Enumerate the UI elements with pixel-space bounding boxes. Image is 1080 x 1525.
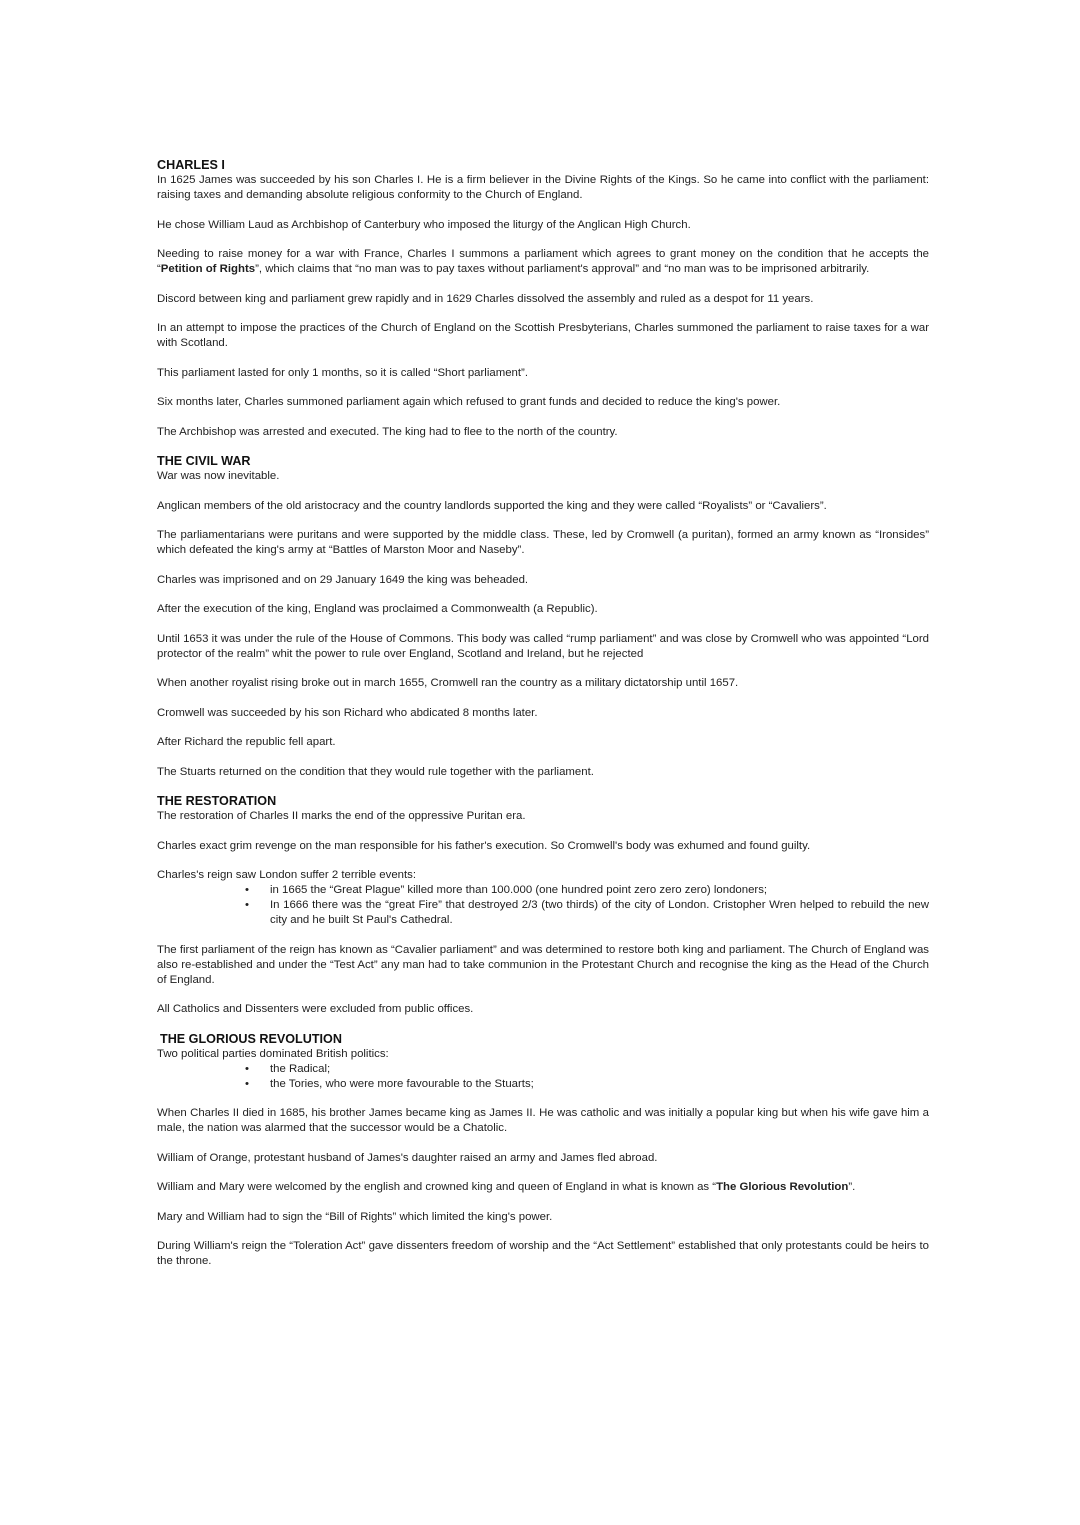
list-item: • in 1665 the “Great Plague” killed more than 100.000 (one hundred point zero zero zero) londoners;	[245, 883, 929, 898]
bold-term: Petition of Rights	[160, 263, 256, 275]
text-run: ”, which claims that “no man was to pay taxes without parliament's approval” and “no man was to be imprisoned arbitrarily.	[255, 263, 870, 275]
paragraph: When another royalist rising broke out in march 1655, Cromwell ran the country as a military dictatorship until 1657.	[157, 677, 739, 689]
bullet-list	[157, 883, 929, 928]
paragraph: During William's reign the “Toleration Act” gave dissenters freedom of worship and the “Act Settlement” established that only protestants could be heirs to the throne.	[157, 1240, 929, 1267]
paragraph: After Richard the republic fell apart.	[157, 736, 336, 748]
paragraph: War was now inevitable.	[157, 470, 280, 482]
paragraph: In 1625 James was succeeded by his son Charles I. He is a firm believer in the Divine Rights of the Kings. So he came into conflict with the parliament: raising taxes and demanding absolute religious conformity to the Church of England.	[157, 174, 929, 201]
paragraph: Until 1653 it was under the rule of the House of Commons. This body was called “rump parliament” and was close by Cromwell who was appointed “Lord protector of the realm” whit the power to rule over England, Scotland and Ireland, but he rejected	[157, 632, 929, 660]
section-restoration	[157, 794, 929, 1017]
paragraph: The Stuarts returned on the condition that they would rule together with the parliament.	[157, 765, 594, 778]
section-glorious-revolution	[157, 1032, 929, 1270]
text-run: Needing to raise money for a war with France, Charles I summons a parliament which agrees to grant money on the condition that he accepts the “	[157, 248, 929, 275]
paragraph: Discord between king and parliament grew rapidly and in 1629 Charles dissolved the assembly and ruled as a despot for 11 years.	[157, 292, 814, 305]
paragraph: This parliament lasted for only 1 months, so it is called “Short parliament”.	[157, 366, 528, 379]
paragraph	[157, 1180, 929, 1195]
paragraph: Cromwell was succeeded by his son Richard who abdicated 8 months later.	[157, 706, 538, 719]
paragraph: He chose William Laud as Archbishop of Canterbury who imposed the liturgy of the Anglican High Church.	[157, 218, 691, 231]
paragraph: Charles exact grim revenge on the man responsible for his father's execution. So Cromwell's body was exhumed and found guilty.	[157, 839, 811, 852]
paragraph: The parliamentarians were puritans and were supported by the middle class. These, led by Cromwell (a puritan), formed an army known as “Ironsides” which defeated the king's army at “Battles of Marston Moor and Naseby”.	[157, 529, 929, 556]
paragraph: Charles was imprisoned and on 29 January 1649 the king was beheaded.	[157, 573, 529, 586]
paragraph: Mary and William had to sign the “Bill of Rights” which limited the king's power.	[157, 1210, 553, 1223]
paragraph: When Charles II died in 1685, his brother James became king as James II. He was catholic and was initially a popular king but when his wife gave him a male, the nation was alarmed that the successor would be a Chatolic.	[157, 1107, 929, 1134]
paragraph	[157, 247, 929, 277]
paragraph: The first parliament of the reign has known as “Cavalier parliament” and was determined to restore both king and parliament. The Church of England was also re-established and under the “Test Act” any man had to take communion in the Protestant Church and recognise the king as the Head of the Church of England.	[157, 943, 929, 986]
section-heading: THE RESTORATION	[157, 794, 277, 808]
paragraph: Charles's reign saw London suffer 2 terrible events:	[157, 869, 417, 881]
section-charles-i	[157, 158, 929, 440]
paragraph: The Archbishop was arrested and executed. The king had to flee to the north of the country.	[157, 425, 618, 438]
paragraph: Two political parties dominated British politics:	[157, 1047, 389, 1060]
list-item: • In 1666 there was the “great Fire” that destroyed 2/3 (two thirds) of the city of London. Cristopher Wren helped to rebuild the new city and he built St Paul's Cathedral.	[245, 898, 929, 928]
list-item: • the Radical;	[245, 1062, 929, 1077]
list-item: • the Tories, who were more favourable to the Stuarts;	[245, 1077, 929, 1092]
bullet-list	[157, 1062, 929, 1092]
paragraph: All Catholics and Dissenters were excluded from public offices.	[157, 1003, 474, 1015]
document-page	[157, 158, 929, 1284]
paragraph: Anglican members of the old aristocracy and the country landlords supported the king and they were called “Royalists” or “Cavaliers”.	[157, 499, 827, 512]
paragraph: William of Orange, protestant husband of James's daughter raised an army and James fled abroad.	[157, 1151, 658, 1164]
paragraph: The restoration of Charles II marks the end of the oppressive Puritan era.	[157, 810, 526, 822]
text-run: William and Mary were welcomed by the english and crowned king and queen of England in what is known as “	[157, 1181, 717, 1193]
paragraph: After the execution of the king, England was proclaimed a Commonwealth (a Republic).	[157, 603, 598, 615]
section-heading: THE CIVIL WAR	[157, 454, 251, 468]
paragraph: In an attempt to impose the practices of the Church of England on the Scottish Presbyterians, Charles summoned the parliament to raise taxes for a war with Scotland.	[157, 322, 929, 349]
section-heading: CHARLES I	[157, 158, 225, 172]
section-civil-war	[157, 454, 929, 780]
section-heading: THE GLORIOUS REVOLUTION	[160, 1031, 342, 1046]
bold-term: The Glorious Revolution	[716, 1181, 849, 1193]
paragraph: Six months later, Charles summoned parliament again which refused to grant funds and decided to reduce the king's power.	[157, 396, 781, 408]
text-run: ”.	[848, 1181, 856, 1193]
